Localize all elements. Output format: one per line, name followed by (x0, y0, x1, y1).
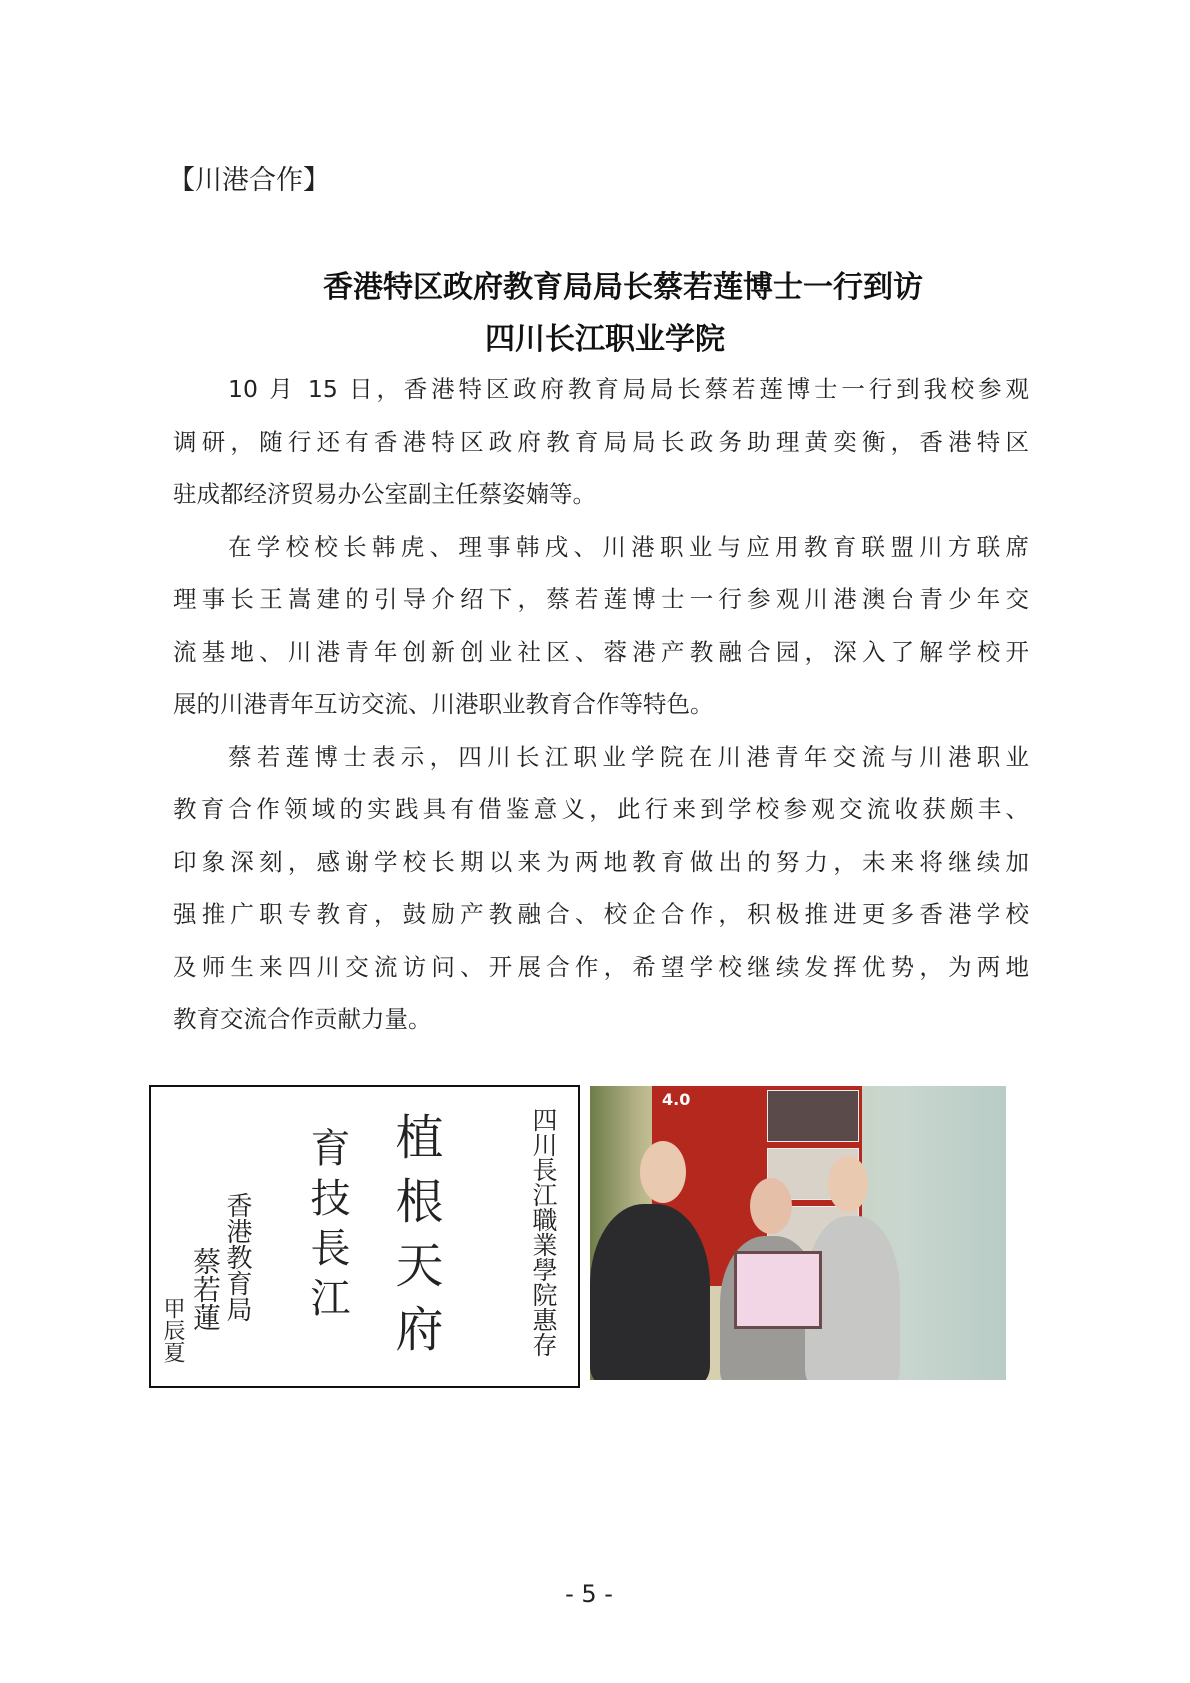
paragraph-line: 驻成都经济贸易办公室副主任蔡姿婻等。 (173, 480, 596, 508)
paragraph-line: 理事长王嵩建的引导介绍下，蔡若莲博士一行参观川港澳台青少年交 (173, 585, 1029, 613)
paragraph-line: 蔡若莲博士表示，四川长江职业学院在川港青年交流与川港职业 (228, 742, 1029, 771)
article-title-line-2: 四川长江职业学院 (485, 322, 725, 357)
page-number: - 5 - (565, 1580, 613, 1608)
paragraph-line: 及师生来四川交流访问、开展合作，希望学校继续发挥优势，为两地 (173, 952, 1029, 981)
group-photo (590, 1086, 1006, 1380)
calligraphy-scroll (734, 1251, 822, 1329)
paragraph-line: 10 月 15 日，香港特区政府教育局局长蔡若莲博士一行到我校参观 (228, 375, 1029, 403)
calligraphy-signature-name: 蔡若蓮 (189, 1247, 222, 1331)
calligraphy-main-2: 育技長江 (304, 1127, 350, 1327)
paragraph-line: 教育合作领域的实践具有借鉴意义，此行来到学校参观交流收获颇丰、 (173, 795, 1029, 823)
section-label: 【川港合作】 (168, 165, 330, 196)
paragraph-line: 展的川港青年互访交流、川港职业教育合作等特色。 (173, 690, 714, 718)
article-body (173, 370, 1029, 1053)
calligraphy-main-1: 植根天府 (387, 1112, 443, 1368)
paragraph-line: 调研，随行还有香港特区政府教育局局长政务助理黄奕衡，香港特区 (173, 427, 1029, 456)
calligraphy-date: 甲辰夏 (160, 1297, 185, 1363)
article-title-line-1: 香港特区政府教育局局长蔡若莲博士一行到访 (323, 270, 923, 305)
paragraph-line: 印象深刻，感谢学校长期以来为两地教育做出的努力，未来将继续加 (173, 847, 1029, 876)
calligraphy-dedication: 四川長江職業學院惠存 (529, 1107, 558, 1357)
paragraph-line: 强推广职专教育，鼓励产教融合、校企合作，积极推进更多香港学校 (173, 900, 1029, 928)
board-heading: 4.0 (662, 1090, 691, 1109)
calligraphy-image (149, 1085, 580, 1388)
paragraph-line: 在学校校长韩虎、理事韩戌、川港职业与应用教育联盟川方联席 (228, 532, 1029, 561)
calligraphy-signature-org: 香港教育局 (222, 1192, 252, 1322)
paragraph-line: 教育交流合作贡献力量。 (173, 1005, 432, 1033)
person-left (590, 1204, 710, 1380)
paragraph-line: 流基地、川港青年创新创业社区、蓉港产教融合园，深入了解学校开 (173, 637, 1029, 666)
